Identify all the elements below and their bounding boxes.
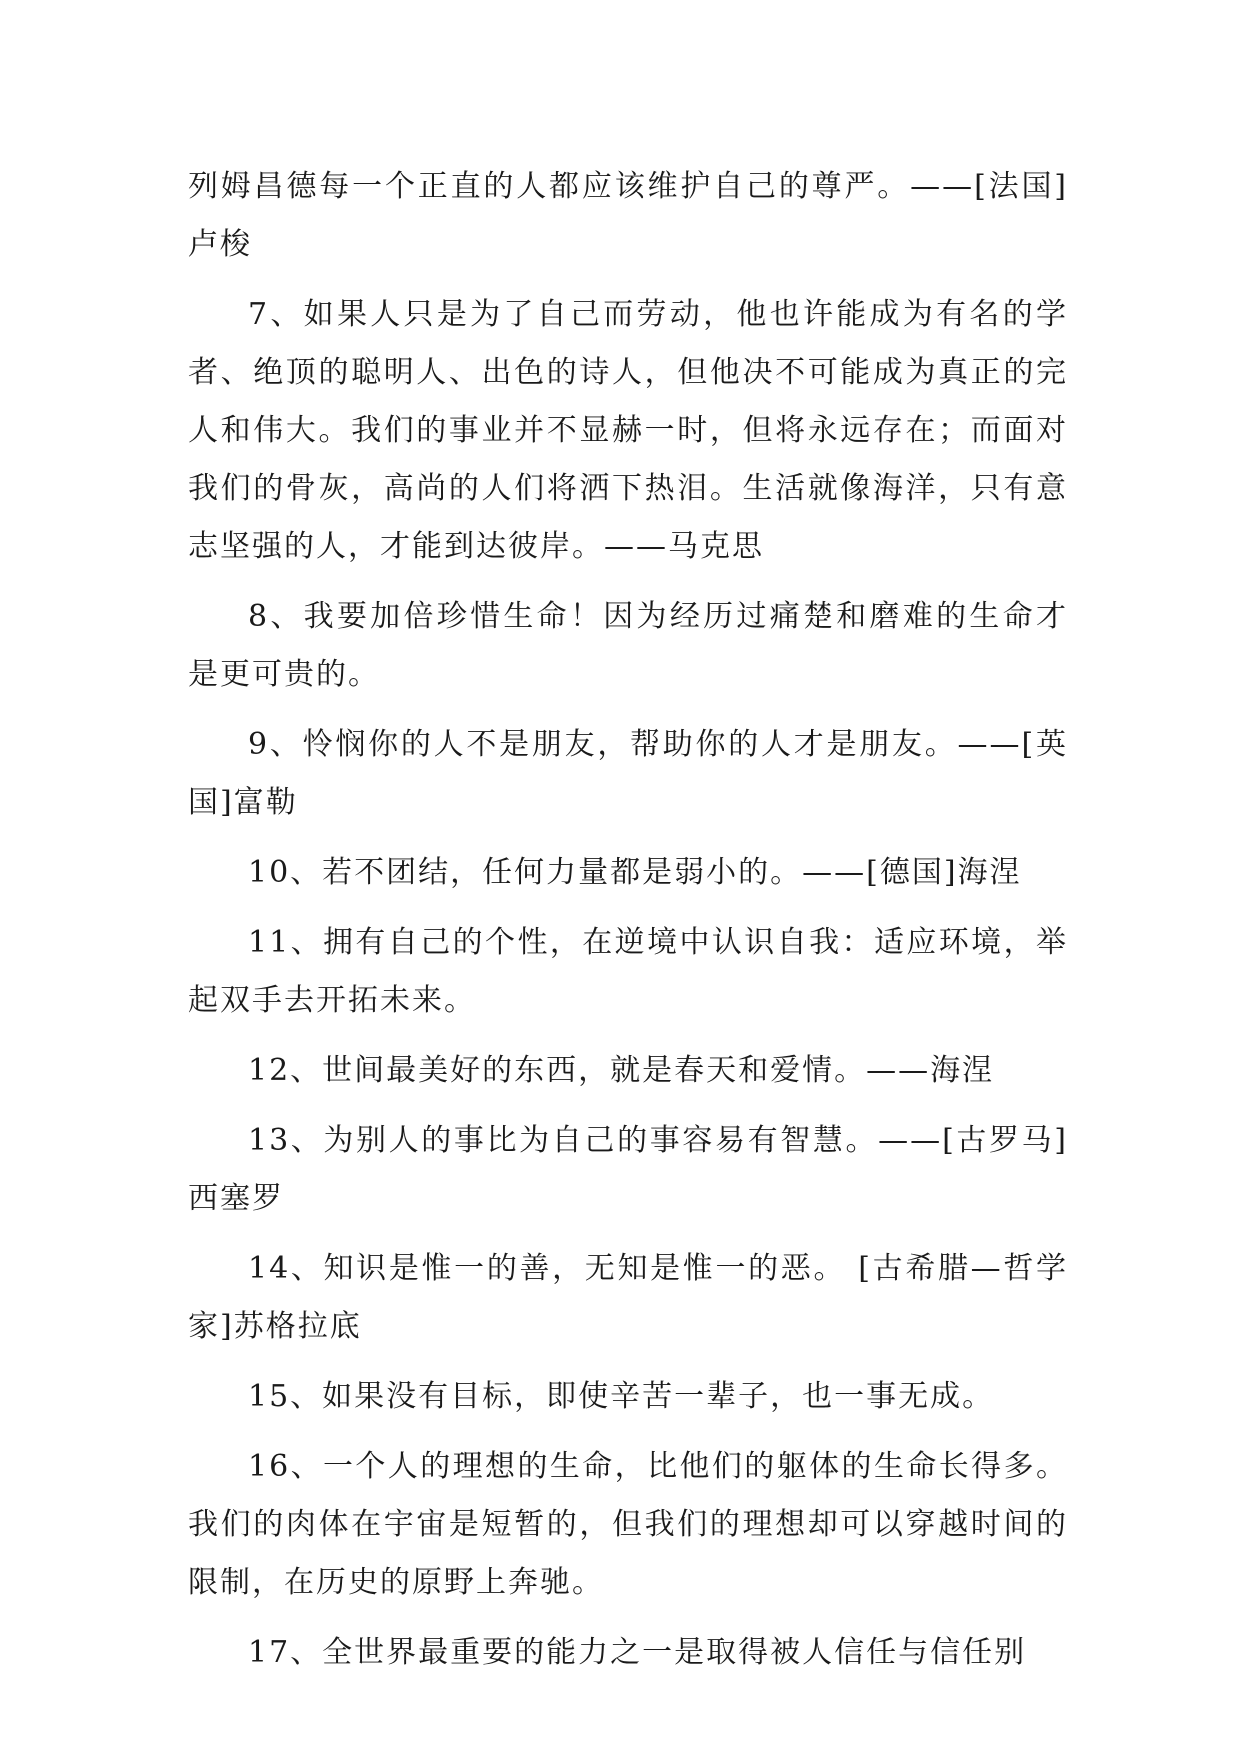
paragraph-quote-12: 12、世间最美好的东西，就是春天和爱情。——海涅 (248, 1053, 995, 1088)
paragraph-quote-15: 15、如果没有目标，即使辛苦一辈子，也一事无成。 (248, 1379, 995, 1414)
paragraph-quote-9: 9、怜悯你的人不是朋友，帮助你的人才是朋友。——[英国]富勒 (188, 727, 1068, 820)
paragraph-quote-17: 17、全世界最重要的能力之一是取得被人信任与信任别 (248, 1635, 1027, 1670)
paragraph-quote-8: 8、我要加倍珍惜生命！因为经历过痛楚和磨难的生命才是更可贵的。 (188, 599, 1068, 692)
paragraph-quote-14: 14、知识是惟一的善，无知是惟一的恶。 [古希腊—哲学家]苏格拉底 (188, 1251, 1068, 1344)
paragraph-quote-11: 11、拥有自己的个性，在逆境中认识自我：适应环境，举起双手去开拓未来。 (188, 925, 1068, 1018)
document-body (188, 158, 1068, 1694)
paragraph-quote-13: 13、为别人的事比为自己的事容易有智慧。——[古罗马]西塞罗 (188, 1123, 1068, 1216)
paragraph-quote-10: 10、若不团结，任何力量都是弱小的。——[德国]海涅 (248, 855, 1022, 890)
paragraph-quote-rousseau: 列姆昌德每一个正直的人都应该维护自己的尊严。——[法国]卢梭 (188, 169, 1068, 262)
paragraph-quote-16: 16、一个人的理想的生命，比他们的躯体的生命长得多。我们的肉体在宇宙是短暂的，但我们的理想却可以穿越时间的限制，在历史的原野上奔驰。 (188, 1449, 1068, 1600)
paragraph-quote-7: 7、如果人只是为了自己而劳动，他也许能成为有名的学者、绝顶的聪明人、出色的诗人，但他决不可能成为真正的完人和伟大。我们的事业并不显赫一时，但将永远存在；而面对我们的骨灰，高尚的人们将洒下热泪。生活就像海洋，只有意志坚强的人，才能到达彼岸。——马克思 (188, 297, 1068, 564)
